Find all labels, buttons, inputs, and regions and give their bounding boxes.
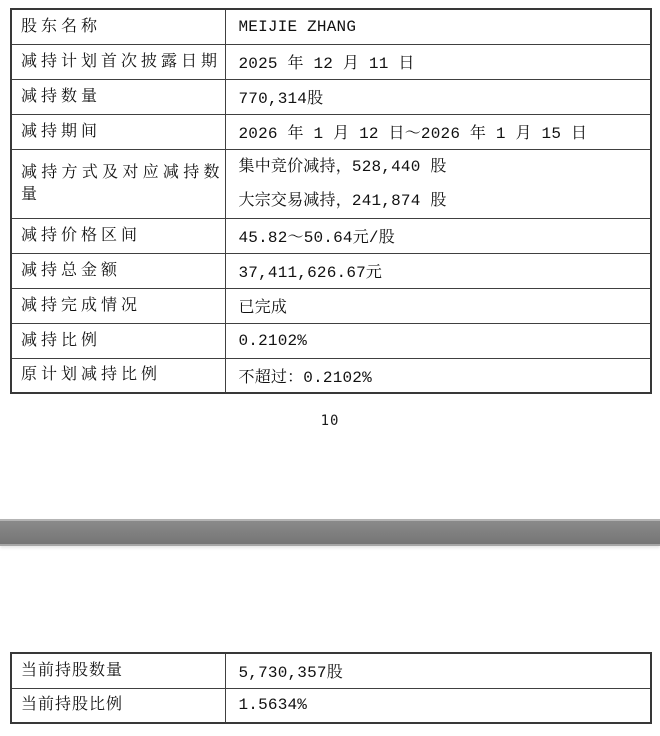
table-row (11, 688, 651, 723)
row-label-completion-status: 减持完成情况 (11, 288, 225, 323)
value-line-block-trade: 大宗交易减持，241,874 股 (238, 191, 447, 210)
row-label-reduction-ratio: 减持比例 (11, 323, 225, 358)
row-value-current-shares: 5,730,357股 (225, 653, 651, 688)
table-row (11, 358, 651, 393)
row-value-first-disclosure-date: 2025 年 12 月 11 日 (225, 44, 651, 79)
table-row (11, 114, 651, 149)
row-value-shareholder-name: MEIJIE ZHANG (225, 9, 651, 44)
value-line-auction: 集中竞价减持，528,440 股 (238, 157, 447, 176)
row-label-total-amount: 减持总金额 (11, 253, 225, 288)
row-label-current-shares: 当前持股数量 (11, 653, 225, 688)
row-label-planned-ratio: 原计划减持比例 (11, 358, 225, 393)
row-label-price-range: 减持价格区间 (11, 218, 225, 253)
row-label-reduction-method: 减持方式及对应减持数量 (11, 149, 225, 218)
row-label-current-ratio: 当前持股比例 (11, 688, 225, 723)
row-value-price-range: 45.82～50.64元/股 (225, 218, 651, 253)
current-holdings-table (10, 652, 652, 724)
table-row (11, 323, 651, 358)
table-row (11, 44, 651, 79)
row-value-reduction-period: 2026 年 1 月 12 日～2026 年 1 月 15 日 (225, 114, 651, 149)
table-row (11, 79, 651, 114)
reduction-disclosure-table (10, 8, 652, 394)
page-separator-bar (0, 519, 660, 546)
row-value-completion-status: 已完成 (225, 288, 651, 323)
row-value-total-amount: 37,411,626.67元 (225, 253, 651, 288)
table-row (11, 9, 651, 44)
row-label-reduction-quantity: 减持数量 (11, 79, 225, 114)
table-row (11, 288, 651, 323)
row-value-reduction-ratio: 0.2102% (225, 323, 651, 358)
row-value-reduction-quantity: 770,314股 (225, 79, 651, 114)
row-value-current-ratio: 1.5634% (225, 688, 651, 723)
row-label-first-disclosure-date: 减持计划首次披露日期 (11, 44, 225, 79)
row-label-shareholder-name: 股东名称 (11, 9, 225, 44)
table-row (11, 149, 651, 218)
table-row (11, 653, 651, 688)
row-value-reduction-method (225, 149, 651, 218)
row-label-reduction-period: 减持期间 (11, 114, 225, 149)
row-value-planned-ratio: 不超过：0.2102% (225, 358, 651, 393)
page-number: 10 (320, 413, 340, 429)
table-row (11, 253, 651, 288)
table-row (11, 218, 651, 253)
